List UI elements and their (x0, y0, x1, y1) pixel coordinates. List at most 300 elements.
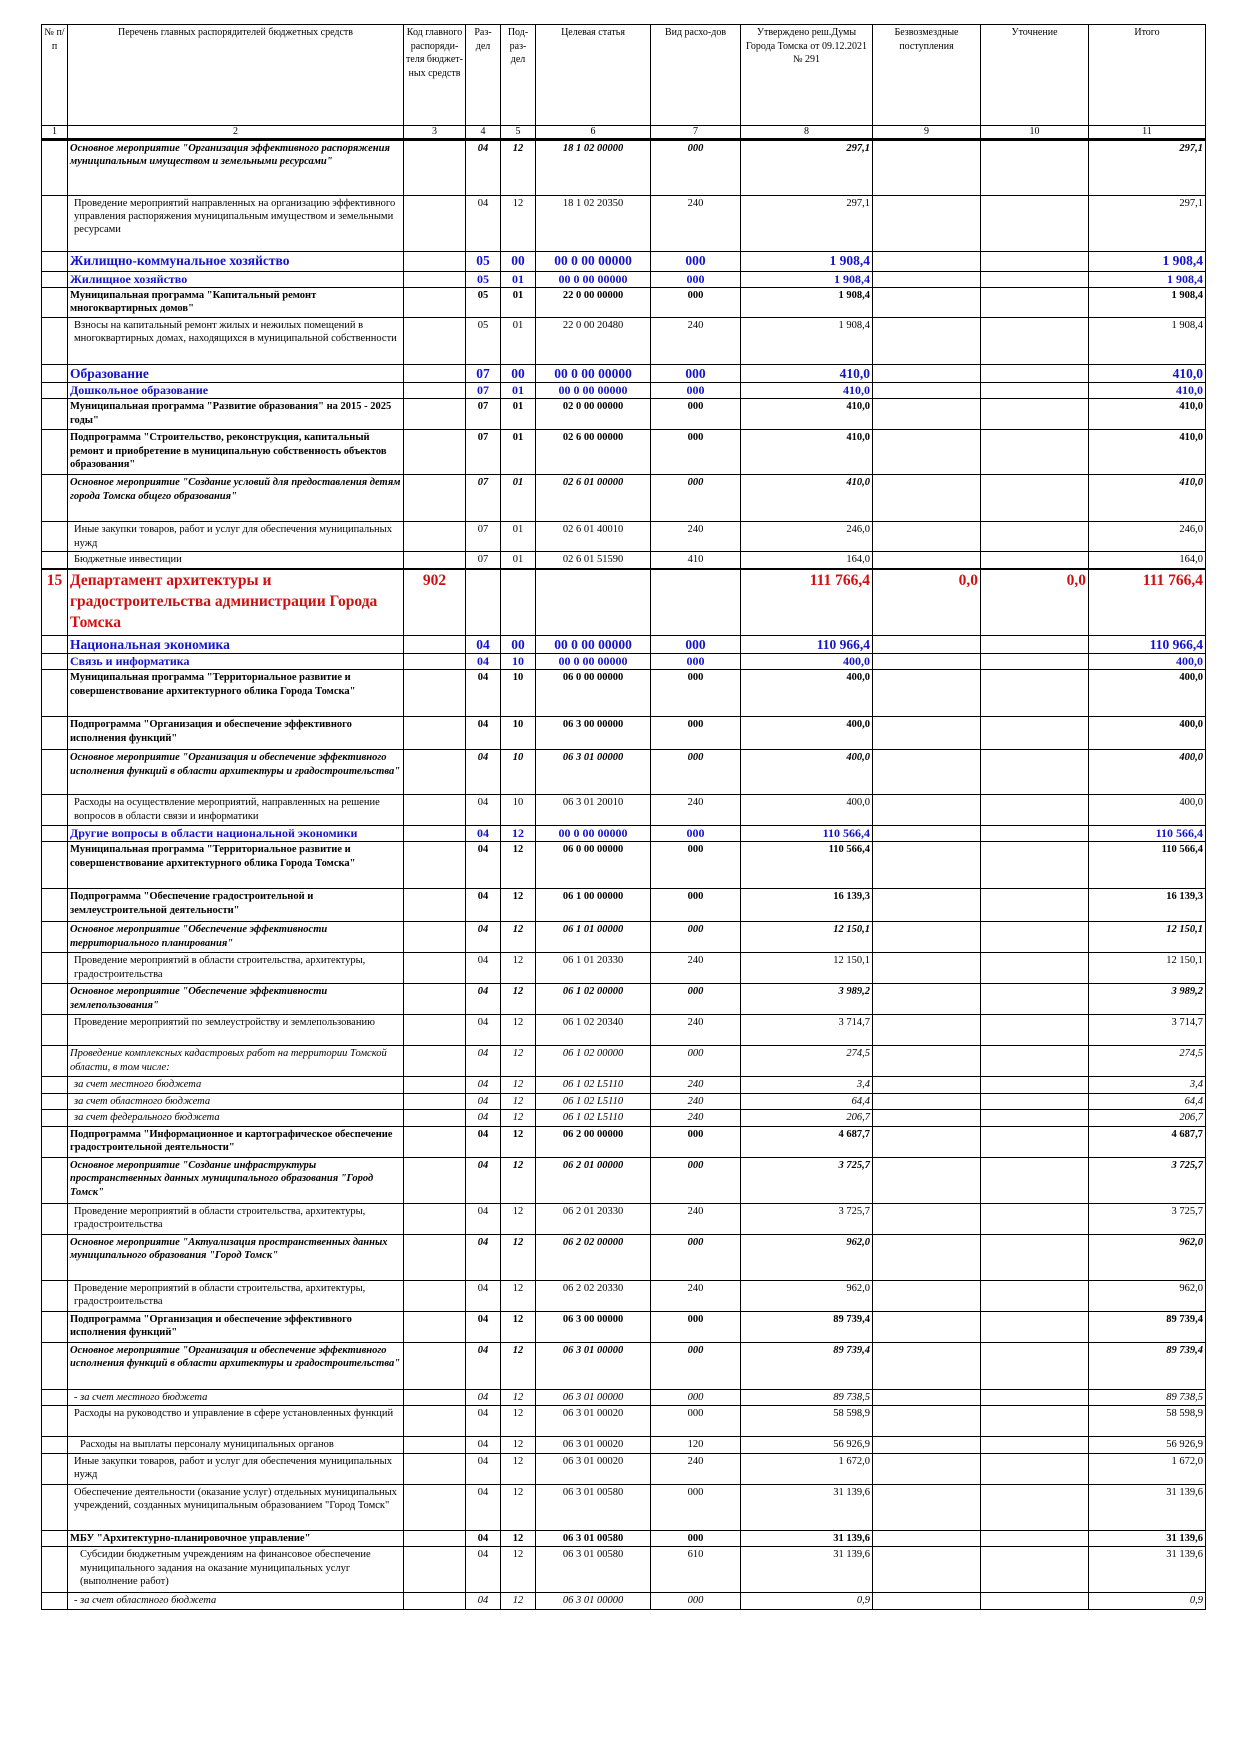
row-code-cell (404, 383, 466, 399)
row-approved-cell: 3 714,7 (741, 1015, 873, 1046)
row-approved-cell: 110 966,4 (741, 635, 873, 654)
row-target-article-cell: 06 2 02 00000 (536, 1234, 651, 1280)
row-code-cell (404, 1110, 466, 1126)
row-total-cell: 3 725,7 (1089, 1203, 1206, 1234)
row-approved-cell: 400,0 (741, 795, 873, 826)
row-target-article-cell: 06 3 01 00000 (536, 1593, 651, 1609)
row-number-cell (42, 1342, 68, 1389)
row-razdel-cell: 07 (466, 552, 501, 569)
table-row (42, 364, 1206, 383)
row-expense-type-cell: 000 (651, 139, 741, 195)
table-row (42, 795, 1206, 826)
row-podrazdel-cell: 01 (501, 430, 536, 475)
column-number-row (42, 126, 1206, 140)
row-razdel-cell: 07 (466, 475, 501, 522)
row-code-cell (404, 1484, 466, 1530)
table-row (42, 1046, 1206, 1077)
row-name-cell: Подпрограмма "Организация и обеспечение эффективного исполнения функций" (68, 717, 404, 750)
row-grants-cell (873, 430, 981, 475)
table-row (42, 717, 1206, 750)
row-podrazdel-cell: 10 (501, 670, 536, 717)
row-number-cell (42, 364, 68, 383)
row-total-cell: 31 139,6 (1089, 1484, 1206, 1530)
row-podrazdel-cell: 12 (501, 1437, 536, 1453)
row-name-cell: Бюджетные инвестиции (68, 552, 404, 569)
table-row (42, 1547, 1206, 1593)
row-grants-cell (873, 984, 981, 1015)
row-code-cell (404, 889, 466, 922)
row-name-cell: Департамент архитектуры и градостроительства администрации Города Томска (68, 569, 404, 635)
row-razdel-cell: 04 (466, 1046, 501, 1077)
row-adjustment-cell (981, 842, 1089, 889)
row-adjustment-cell (981, 430, 1089, 475)
row-adjustment-cell (981, 953, 1089, 984)
row-adjustment-cell (981, 1593, 1089, 1609)
row-number-cell (42, 1203, 68, 1234)
header-col-target-article: Целевая статья (536, 25, 651, 126)
row-target-article-cell: 22 0 00 20480 (536, 317, 651, 364)
row-grants-cell (873, 552, 981, 569)
row-total-cell: 274,5 (1089, 1046, 1206, 1077)
row-grants-cell (873, 271, 981, 287)
row-number-cell (42, 1280, 68, 1311)
row-name-cell: Муниципальная программа "Территориальное развитие и совершенствование архитектурного облика Города Томска" (68, 670, 404, 717)
row-number-cell (42, 1406, 68, 1437)
row-podrazdel-cell: 10 (501, 750, 536, 795)
row-expense-type-cell: 000 (651, 1530, 741, 1546)
table-row (42, 1593, 1206, 1609)
row-podrazdel-cell: 12 (501, 842, 536, 889)
row-total-cell: 89 739,4 (1089, 1311, 1206, 1342)
row-expense-type-cell: 000 (651, 1126, 741, 1157)
row-razdel-cell: 04 (466, 842, 501, 889)
row-name-cell: Другие вопросы в области национальной экономики (68, 826, 404, 842)
row-approved-cell: 31 139,6 (741, 1547, 873, 1593)
row-name-cell: Дошкольное образование (68, 383, 404, 399)
row-podrazdel-cell: 12 (501, 922, 536, 953)
row-total-cell: 962,0 (1089, 1280, 1206, 1311)
row-target-article-cell: 06 1 02 L5110 (536, 1093, 651, 1109)
row-razdel-cell: 04 (466, 670, 501, 717)
table-row (42, 1126, 1206, 1157)
row-number-cell (42, 1093, 68, 1109)
row-adjustment-cell (981, 1046, 1089, 1077)
row-podrazdel-cell: 12 (501, 953, 536, 984)
row-approved-cell: 110 566,4 (741, 826, 873, 842)
row-name-cell: Расходы на руководство и управление в сфере установленных функций (68, 1406, 404, 1437)
row-razdel-cell: 04 (466, 1015, 501, 1046)
row-podrazdel-cell: 12 (501, 826, 536, 842)
row-target-article-cell: 06 3 01 00000 (536, 1342, 651, 1389)
row-code-cell (404, 635, 466, 654)
row-number-cell (42, 475, 68, 522)
row-grants-cell (873, 399, 981, 430)
header-col-total: Итого (1089, 25, 1206, 126)
row-adjustment-cell (981, 195, 1089, 251)
row-adjustment-cell (981, 1077, 1089, 1093)
header-col-number: № п/п (42, 25, 68, 126)
row-name-cell: Основное мероприятие "Организация и обеспечение эффективного исполнения функций в области архитектуры и градостроительства" (68, 750, 404, 795)
row-expense-type-cell: 000 (651, 1406, 741, 1437)
row-name-cell: Жилищное хозяйство (68, 271, 404, 287)
row-total-cell: 400,0 (1089, 670, 1206, 717)
row-code-cell (404, 717, 466, 750)
row-code-cell (404, 1046, 466, 1077)
row-expense-type-cell: 120 (651, 1437, 741, 1453)
row-approved-cell: 3 725,7 (741, 1157, 873, 1203)
table-row (42, 826, 1206, 842)
row-code-cell (404, 1437, 466, 1453)
row-code-cell (404, 364, 466, 383)
row-target-article-cell: 00 0 00 00000 (536, 635, 651, 654)
row-grants-cell (873, 1203, 981, 1234)
table-row (42, 1093, 1206, 1109)
row-number-cell (42, 670, 68, 717)
row-adjustment-cell (981, 139, 1089, 195)
row-adjustment-cell: 0,0 (981, 569, 1089, 635)
row-razdel-cell: 04 (466, 1311, 501, 1342)
row-expense-type-cell: 000 (651, 287, 741, 317)
row-code-cell (404, 430, 466, 475)
row-expense-type-cell: 240 (651, 795, 741, 826)
header-col-adjustment: Уточнение (981, 25, 1089, 126)
row-target-article-cell: 02 6 01 00000 (536, 475, 651, 522)
header-col-name: Перечень главных распорядителей бюджетных средств (68, 25, 404, 126)
row-name-cell: Основное мероприятие "Создание инфраструктуры пространственных данных муниципального образования "Город Томск" (68, 1157, 404, 1203)
row-razdel-cell: 04 (466, 1077, 501, 1093)
row-target-article-cell: 06 3 01 00580 (536, 1547, 651, 1593)
row-grants-cell (873, 1093, 981, 1109)
row-razdel-cell: 04 (466, 1280, 501, 1311)
row-total-cell: 110 566,4 (1089, 842, 1206, 889)
row-adjustment-cell (981, 1437, 1089, 1453)
row-podrazdel-cell: 00 (501, 364, 536, 383)
row-podrazdel-cell: 12 (501, 139, 536, 195)
row-number-cell (42, 654, 68, 670)
row-total-cell: 410,0 (1089, 430, 1206, 475)
row-grants-cell (873, 251, 981, 271)
row-total-cell: 89 738,5 (1089, 1389, 1206, 1405)
row-adjustment-cell (981, 271, 1089, 287)
row-code-cell (404, 750, 466, 795)
row-code-cell (404, 1280, 466, 1311)
row-code-cell (404, 826, 466, 842)
row-expense-type-cell: 000 (651, 889, 741, 922)
row-podrazdel-cell: 12 (501, 1342, 536, 1389)
row-code-cell (404, 922, 466, 953)
row-total-cell: 1 908,4 (1089, 251, 1206, 271)
row-approved-cell: 89 739,4 (741, 1311, 873, 1342)
row-expense-type-cell: 000 (651, 1046, 741, 1077)
row-razdel-cell: 04 (466, 1157, 501, 1203)
row-adjustment-cell (981, 826, 1089, 842)
row-name-cell: Муниципальная программа "Развитие образования" на 2015 - 2025 годы" (68, 399, 404, 430)
row-podrazdel-cell: 01 (501, 317, 536, 364)
row-code-cell (404, 1157, 466, 1203)
row-code-cell (404, 1530, 466, 1546)
row-name-cell: Основное мероприятие "Актуализация пространственных данных муниципального образования "Город Томск" (68, 1234, 404, 1280)
table-row (42, 1437, 1206, 1453)
row-adjustment-cell (981, 984, 1089, 1015)
row-number-cell (42, 287, 68, 317)
row-grants-cell (873, 670, 981, 717)
row-podrazdel-cell: 12 (501, 1093, 536, 1109)
row-target-article-cell: 06 1 02 20340 (536, 1015, 651, 1046)
row-target-article-cell: 06 2 00 00000 (536, 1126, 651, 1157)
row-total-cell: 206,7 (1089, 1110, 1206, 1126)
row-name-cell: Основное мероприятие "Организация эффективного распоряжения муниципальным имуществом и земельными ресурсами" (68, 139, 404, 195)
row-expense-type-cell: 240 (651, 1203, 741, 1234)
row-expense-type-cell: 000 (651, 383, 741, 399)
row-approved-cell: 110 566,4 (741, 842, 873, 889)
row-razdel-cell: 04 (466, 1093, 501, 1109)
row-total-cell: 410,0 (1089, 364, 1206, 383)
row-adjustment-cell (981, 1015, 1089, 1046)
row-target-article-cell: 06 3 00 00000 (536, 1311, 651, 1342)
row-razdel-cell: 04 (466, 1593, 501, 1609)
row-code-cell (404, 522, 466, 552)
row-razdel-cell: 04 (466, 1453, 501, 1484)
row-number-cell (42, 1530, 68, 1546)
row-total-cell: 1 908,4 (1089, 317, 1206, 364)
table-row (42, 1157, 1206, 1203)
row-razdel-cell: 04 (466, 1437, 501, 1453)
row-name-cell: Основное мероприятие "Организация и обеспечение эффективного исполнения функций в области архитектуры и градостроительства" (68, 1342, 404, 1389)
row-podrazdel-cell: 12 (501, 1547, 536, 1593)
row-target-article-cell (536, 569, 651, 635)
row-approved-cell: 410,0 (741, 399, 873, 430)
row-code-cell (404, 271, 466, 287)
row-target-article-cell: 00 0 00 00000 (536, 251, 651, 271)
row-target-article-cell: 02 6 01 40010 (536, 522, 651, 552)
row-name-cell: Проведение мероприятий в области строительства, архитектуры, градостроительства (68, 953, 404, 984)
row-adjustment-cell (981, 1311, 1089, 1342)
row-code-cell (404, 1093, 466, 1109)
row-grants-cell (873, 1015, 981, 1046)
row-grants-cell (873, 1157, 981, 1203)
row-razdel-cell: 04 (466, 922, 501, 953)
row-adjustment-cell (981, 1126, 1089, 1157)
row-approved-cell: 410,0 (741, 430, 873, 475)
row-code-cell (404, 842, 466, 889)
row-code-cell (404, 475, 466, 522)
row-podrazdel-cell: 12 (501, 889, 536, 922)
row-expense-type-cell: 000 (651, 750, 741, 795)
row-target-article-cell: 06 3 01 00580 (536, 1530, 651, 1546)
row-name-cell: Подпрограмма "Обеспечение градостроительной и землеустроительной деятельности" (68, 889, 404, 922)
row-approved-cell: 58 598,9 (741, 1406, 873, 1437)
row-name-cell: Муниципальная программа "Территориальное развитие и совершенствование архитектурного облика Города Томска" (68, 842, 404, 889)
row-expense-type-cell: 000 (651, 399, 741, 430)
row-code-cell (404, 399, 466, 430)
header-col-podrazdel: Под-раз-дел (501, 25, 536, 126)
row-podrazdel-cell: 01 (501, 552, 536, 569)
row-total-cell: 400,0 (1089, 654, 1206, 670)
row-expense-type-cell: 000 (651, 430, 741, 475)
row-approved-cell: 31 139,6 (741, 1530, 873, 1546)
row-number-cell (42, 251, 68, 271)
row-total-cell: 16 139,3 (1089, 889, 1206, 922)
row-adjustment-cell (981, 1342, 1089, 1389)
row-adjustment-cell (981, 717, 1089, 750)
row-approved-cell: 962,0 (741, 1234, 873, 1280)
row-name-cell: Подпрограмма "Строительство, реконструкция, капитальный ремонт и приобретение в муниципальную собственность объектов образования" (68, 430, 404, 475)
row-approved-cell: 164,0 (741, 552, 873, 569)
row-number-cell (42, 953, 68, 984)
row-code-cell (404, 251, 466, 271)
table-row (42, 1484, 1206, 1530)
row-expense-type-cell: 000 (651, 922, 741, 953)
row-number-cell (42, 1593, 68, 1609)
row-number-cell (42, 1046, 68, 1077)
table-row (42, 922, 1206, 953)
row-podrazdel-cell: 12 (501, 1046, 536, 1077)
row-number-cell (42, 317, 68, 364)
row-razdel-cell: 04 (466, 826, 501, 842)
row-name-cell: Взносы на капитальный ремонт жилых и нежилых помещений в многоквартирных домах, находящихся в муниципальной собственности (68, 317, 404, 364)
header-col-approved: Утверждено реш.Думы Города Томска от 09.12.2021 № 291 (741, 25, 873, 126)
row-grants-cell (873, 635, 981, 654)
table-row (42, 522, 1206, 552)
row-code-cell (404, 552, 466, 569)
row-grants-cell (873, 953, 981, 984)
row-adjustment-cell (981, 635, 1089, 654)
table-row (42, 1453, 1206, 1484)
row-expense-type-cell: 000 (651, 984, 741, 1015)
table-row (42, 383, 1206, 399)
row-podrazdel-cell: 12 (501, 1157, 536, 1203)
row-expense-type-cell: 000 (651, 364, 741, 383)
row-adjustment-cell (981, 750, 1089, 795)
row-grants-cell (873, 1110, 981, 1126)
row-name-cell: Основное мероприятие "Обеспечение эффективности землепользования" (68, 984, 404, 1015)
row-code-cell (404, 1126, 466, 1157)
row-total-cell: 12 150,1 (1089, 953, 1206, 984)
row-razdel-cell: 04 (466, 953, 501, 984)
row-adjustment-cell (981, 475, 1089, 522)
row-podrazdel-cell: 01 (501, 383, 536, 399)
row-target-article-cell: 06 0 00 00000 (536, 670, 651, 717)
row-total-cell: 3 725,7 (1089, 1157, 1206, 1203)
row-total-cell: 3,4 (1089, 1077, 1206, 1093)
row-grants-cell (873, 1484, 981, 1530)
row-number-cell (42, 552, 68, 569)
row-podrazdel-cell: 12 (501, 1406, 536, 1437)
row-code-cell (404, 953, 466, 984)
table-row (42, 1406, 1206, 1437)
row-adjustment-cell (981, 889, 1089, 922)
row-approved-cell: 1 908,4 (741, 271, 873, 287)
row-number-cell (42, 1157, 68, 1203)
row-name-cell: Основное мероприятие "Обеспечение эффективности территориального планирования" (68, 922, 404, 953)
row-grants-cell (873, 1077, 981, 1093)
row-razdel-cell: 04 (466, 1234, 501, 1280)
row-approved-cell: 3 989,2 (741, 984, 873, 1015)
row-expense-type-cell: 000 (651, 271, 741, 287)
row-razdel-cell: 05 (466, 317, 501, 364)
row-code-cell (404, 195, 466, 251)
row-expense-type-cell: 000 (651, 717, 741, 750)
row-approved-cell: 246,0 (741, 522, 873, 552)
table-row (42, 552, 1206, 569)
row-podrazdel-cell: 12 (501, 1593, 536, 1609)
row-target-article-cell: 00 0 00 00000 (536, 826, 651, 842)
row-podrazdel-cell: 12 (501, 1453, 536, 1484)
row-grants-cell (873, 287, 981, 317)
row-number-cell (42, 984, 68, 1015)
row-expense-type-cell: 000 (651, 842, 741, 889)
row-name-cell: Проведение комплексных кадастровых работ на территории Томской области, в том числе: (68, 1046, 404, 1077)
row-grants-cell (873, 1126, 981, 1157)
column-number: 8 (741, 126, 873, 140)
row-target-article-cell: 06 3 01 00020 (536, 1453, 651, 1484)
row-expense-type-cell: 000 (651, 1234, 741, 1280)
row-grants-cell (873, 750, 981, 795)
row-approved-cell: 4 687,7 (741, 1126, 873, 1157)
row-target-article-cell: 06 3 01 00020 (536, 1437, 651, 1453)
row-target-article-cell: 06 2 01 00000 (536, 1157, 651, 1203)
row-razdel-cell: 05 (466, 251, 501, 271)
table-row (42, 1110, 1206, 1126)
row-adjustment-cell (981, 1484, 1089, 1530)
row-target-article-cell: 06 1 00 00000 (536, 889, 651, 922)
row-expense-type-cell: 000 (651, 1311, 741, 1342)
row-code-cell (404, 1342, 466, 1389)
row-razdel-cell: 07 (466, 522, 501, 552)
row-total-cell: 410,0 (1089, 399, 1206, 430)
row-approved-cell: 16 139,3 (741, 889, 873, 922)
row-expense-type-cell: 240 (651, 1453, 741, 1484)
table-row (42, 1203, 1206, 1234)
row-number-cell (42, 399, 68, 430)
row-number-cell (42, 1453, 68, 1484)
row-name-cell: Подпрограмма "Организация и обеспечение эффективного исполнения функций" (68, 1311, 404, 1342)
row-target-article-cell: 06 3 01 00020 (536, 1406, 651, 1437)
row-code-cell (404, 317, 466, 364)
column-number: 3 (404, 126, 466, 140)
row-approved-cell: 89 738,5 (741, 1389, 873, 1405)
table-row (42, 399, 1206, 430)
row-razdel-cell: 04 (466, 795, 501, 826)
row-razdel-cell: 04 (466, 1203, 501, 1234)
row-podrazdel-cell: 12 (501, 984, 536, 1015)
row-approved-cell: 297,1 (741, 139, 873, 195)
row-total-cell: 58 598,9 (1089, 1406, 1206, 1437)
row-target-article-cell: 06 3 01 00000 (536, 750, 651, 795)
row-adjustment-cell (981, 1157, 1089, 1203)
row-total-cell: 1 908,4 (1089, 271, 1206, 287)
row-expense-type-cell: 240 (651, 522, 741, 552)
row-podrazdel-cell: 10 (501, 795, 536, 826)
row-code-cell (404, 287, 466, 317)
row-code-cell (404, 1015, 466, 1046)
row-razdel-cell: 04 (466, 984, 501, 1015)
header-col-expense-type: Вид расхо-дов (651, 25, 741, 126)
row-adjustment-cell (981, 364, 1089, 383)
row-number-cell (42, 750, 68, 795)
row-razdel-cell: 04 (466, 1547, 501, 1593)
row-target-article-cell: 00 0 00 00000 (536, 271, 651, 287)
table-row (42, 271, 1206, 287)
row-adjustment-cell (981, 1530, 1089, 1546)
table-row (42, 430, 1206, 475)
row-number-cell (42, 1110, 68, 1126)
row-number-cell (42, 795, 68, 826)
row-number-cell (42, 1126, 68, 1157)
row-adjustment-cell (981, 317, 1089, 364)
table-row (42, 654, 1206, 670)
row-grants-cell (873, 717, 981, 750)
